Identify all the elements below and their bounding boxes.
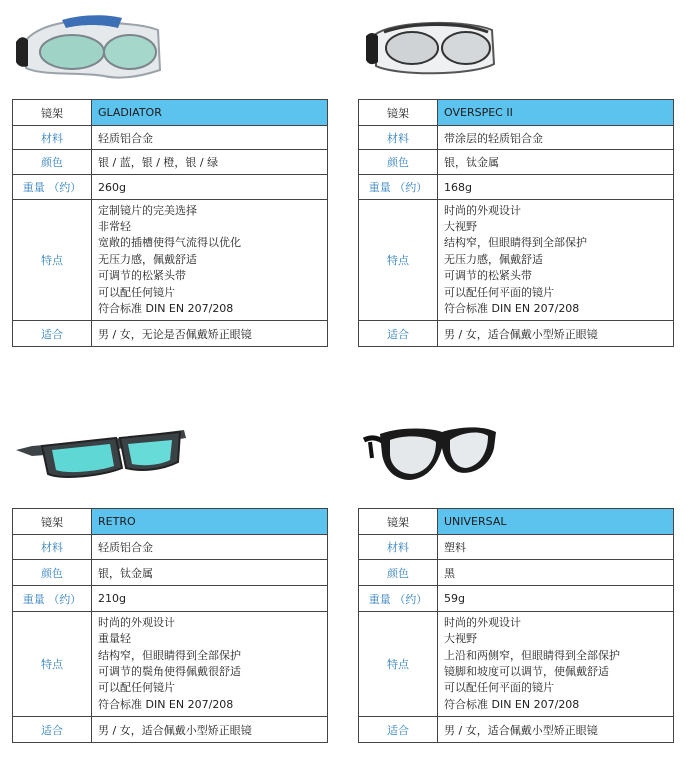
weight-label: 重量 （约） <box>13 586 92 612</box>
weight-value: 210g <box>92 586 328 612</box>
feature-item: 符合标准 DIN EN 207/208 <box>444 302 580 316</box>
feature-item: 结构窄，但眼睛得到全部保护 <box>98 648 241 662</box>
frame-label: 镜架 <box>13 100 92 126</box>
weight-label: 重量 （约） <box>13 175 92 200</box>
weight-label: 重量 （约） <box>359 175 438 200</box>
weight-value: 168g <box>438 175 674 200</box>
frame-row <box>359 100 674 126</box>
weight-label: 重量 （约） <box>359 586 438 612</box>
feature-item: 可调节的鬓角使得佩戴很舒适 <box>98 665 241 678</box>
suitable-row <box>359 321 674 347</box>
feature-item: 宽敞的插槽使得气流得以优化 <box>98 236 241 250</box>
suitable-value: 男 / 女，无论是否佩戴矫正眼镜 <box>92 321 328 347</box>
features-row <box>13 200 328 321</box>
material-row <box>359 535 674 560</box>
features-list <box>92 200 328 321</box>
feature-item: 重量轻 <box>98 632 131 646</box>
color-label: 颜色 <box>13 150 92 175</box>
suitable-row <box>13 321 328 347</box>
feature-item: 可以配任何镜片 <box>98 681 175 695</box>
material-value: 带涂层的轻质铝合金 <box>438 126 674 150</box>
material-label: 材料 <box>13 535 92 560</box>
weight-value: 59g <box>438 586 674 612</box>
color-value: 银，钛金属 <box>438 150 674 175</box>
overspec-goggles-icon <box>362 14 502 82</box>
product-name: OVERSPEC II <box>438 100 674 126</box>
suitable-label: 适合 <box>359 321 438 347</box>
features-row <box>359 200 674 321</box>
material-value: 轻质铝合金 <box>92 535 328 560</box>
material-row <box>13 126 328 150</box>
color-value: 黑 <box>438 560 674 586</box>
features-row <box>359 612 674 717</box>
feature-item: 无压力感，佩戴舒适 <box>98 252 197 266</box>
feature-item: 符合标准 DIN EN 207/208 <box>98 697 234 711</box>
feature-item: 非常轻 <box>98 219 131 233</box>
product-name: RETRO <box>92 509 328 535</box>
feature-item: 时尚的外观设计 <box>444 615 521 629</box>
material-label: 材料 <box>359 535 438 560</box>
weight-row <box>359 175 674 200</box>
feature-item: 大视野 <box>444 219 477 233</box>
weight-value: 260g <box>92 175 328 200</box>
feature-item: 上沿和两侧窄，但眼睛得到全部保护 <box>444 648 620 662</box>
feature-item: 可以配任何镜片 <box>98 285 175 299</box>
color-label: 颜色 <box>13 560 92 586</box>
frame-label: 镜架 <box>359 509 438 535</box>
feature-item: 时尚的外观设计 <box>98 615 175 629</box>
features-list <box>92 612 328 717</box>
feature-item: 可调节的松紧头带 <box>98 269 186 283</box>
material-value: 轻质铝合金 <box>92 126 328 150</box>
color-row <box>359 560 674 586</box>
weight-row <box>359 586 674 612</box>
suitable-label: 适合 <box>13 321 92 347</box>
features-list <box>438 612 674 717</box>
material-row <box>13 535 328 560</box>
product-name: UNIVERSAL <box>438 509 674 535</box>
suitable-row <box>359 717 674 743</box>
feature-item: 符合标准 DIN EN 207/208 <box>98 302 234 316</box>
feature-item: 大视野 <box>444 632 477 646</box>
weight-row <box>13 175 328 200</box>
feature-item: 无压力感，佩戴舒适 <box>444 252 543 266</box>
frame-label: 镜架 <box>359 100 438 126</box>
suitable-label: 适合 <box>13 717 92 743</box>
product-name: GLADIATOR <box>92 100 328 126</box>
universal-spec-table <box>358 508 674 743</box>
feature-item: 定制镜片的完美选择 <box>98 203 197 217</box>
suitable-value: 男 / 女，适合佩戴小型矫正眼镜 <box>438 321 674 347</box>
color-row <box>359 150 674 175</box>
material-row <box>359 126 674 150</box>
color-row <box>13 150 328 175</box>
overspec-spec-table <box>358 99 674 347</box>
retro-spec-table <box>12 508 328 743</box>
gladiator-spec-table <box>12 99 328 347</box>
universal-glasses-icon <box>362 418 502 490</box>
suitable-label: 适合 <box>359 717 438 743</box>
suitable-value: 男 / 女，适合佩戴小型矫正眼镜 <box>92 717 328 743</box>
retro-glasses-icon <box>12 422 192 484</box>
color-row <box>13 560 328 586</box>
feature-item: 结构窄，但眼睛得到全部保护 <box>444 236 587 250</box>
color-value: 银，钛金属 <box>92 560 328 586</box>
feature-item: 镜脚和坡度可以调节，使佩戴舒适 <box>444 665 609 678</box>
features-label: 特点 <box>13 200 92 321</box>
gladiator-goggles-icon <box>12 10 172 85</box>
material-label: 材料 <box>13 126 92 150</box>
feature-item: 符合标准 DIN EN 207/208 <box>444 697 580 711</box>
features-label: 特点 <box>359 200 438 321</box>
material-value: 塑料 <box>438 535 674 560</box>
frame-row <box>13 100 328 126</box>
color-value: 银 / 蓝，银 / 橙，银 / 绿 <box>92 150 328 175</box>
color-label: 颜色 <box>359 560 438 586</box>
weight-row <box>13 586 328 612</box>
features-list <box>438 200 674 321</box>
feature-item: 可调节的松紧头带 <box>444 269 532 283</box>
feature-item: 可以配任何平面的镜片 <box>444 681 554 695</box>
features-label: 特点 <box>359 612 438 717</box>
features-row <box>13 612 328 717</box>
material-label: 材料 <box>359 126 438 150</box>
frame-row <box>359 509 674 535</box>
feature-item: 可以配任何平面的镜片 <box>444 285 554 299</box>
color-label: 颜色 <box>359 150 438 175</box>
frame-row <box>13 509 328 535</box>
feature-item: 时尚的外观设计 <box>444 203 521 217</box>
features-label: 特点 <box>13 612 92 717</box>
frame-label: 镜架 <box>13 509 92 535</box>
suitable-value: 男 / 女，适合佩戴小型矫正眼镜 <box>438 717 674 743</box>
suitable-row <box>13 717 328 743</box>
